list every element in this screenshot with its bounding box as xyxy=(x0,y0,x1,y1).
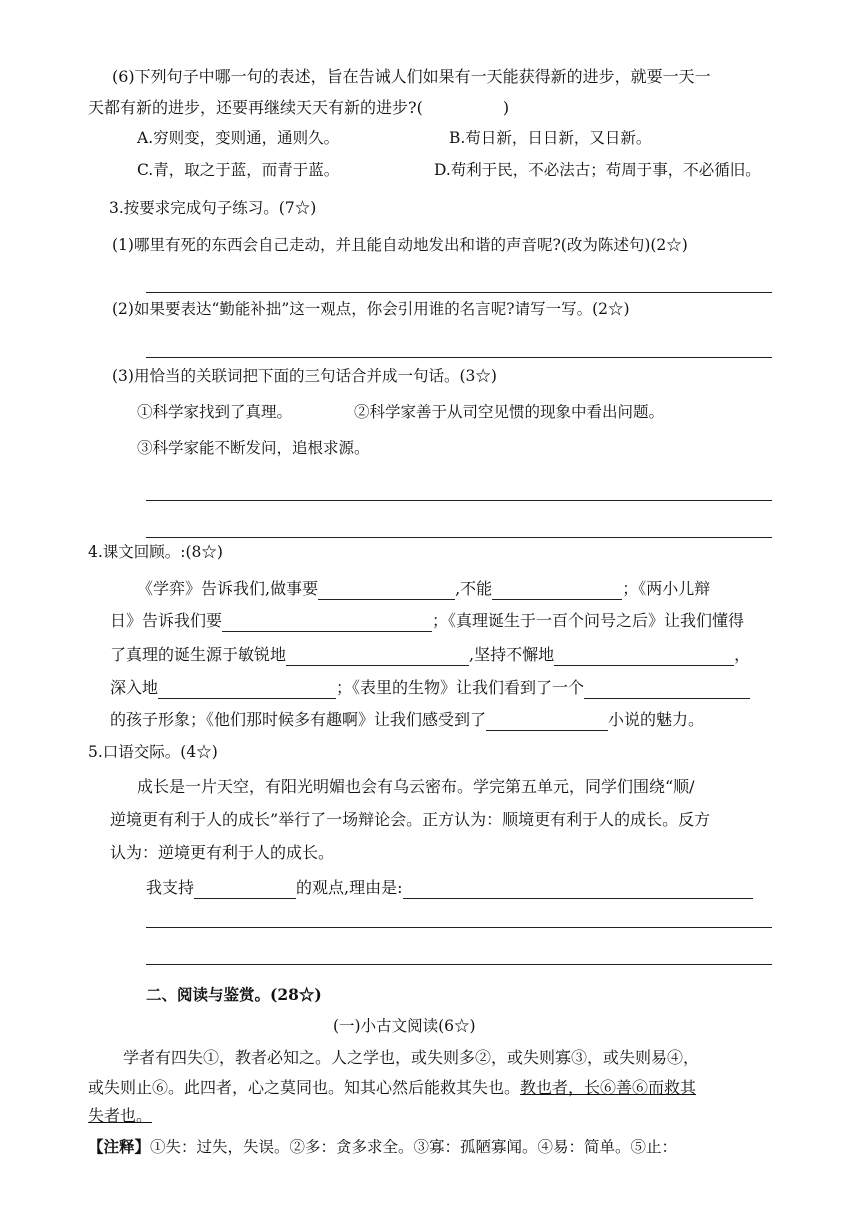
q6-option-c: C.青，取之于蓝，而青于蓝。 xyxy=(137,161,340,179)
q5-text: 我支持 xyxy=(146,878,195,897)
q4-text: ， xyxy=(734,645,751,664)
q4-text: ；《真理诞生于一百个问号之后》让我们懂得 xyxy=(432,611,745,630)
annotation-text: ①失：过失，失误。②多：贪多求全。③寡：孤陋寡闻。④易：简单。⑤止： xyxy=(150,1138,678,1156)
q3-title: 3.按要求完成句子练习。(7☆) xyxy=(109,199,317,217)
q4-blank[interactable] xyxy=(486,710,608,731)
q4-text: ；《表里的生物》让我们看到了一个 xyxy=(336,678,585,697)
q3-item-2: ②科学家善于从司空见惯的现象中看出问题。 xyxy=(354,403,665,421)
q3-answer-line-1[interactable] xyxy=(146,292,772,293)
q4-text: 日》告诉我们要 xyxy=(110,611,223,630)
q4-row3 xyxy=(110,644,750,666)
q4-text: 《学弈》告诉我们,做事要 xyxy=(137,579,319,598)
q4-text: 了真理的诞生源于敏锐地 xyxy=(110,645,287,664)
q3-sub2: (2)如果要表达“勤能补拙”这一观点，你会引用谁的名言呢?请写一写。(2☆) xyxy=(112,300,630,318)
q3-answer-line-4[interactable] xyxy=(146,537,772,538)
classical-text-line2 xyxy=(88,1077,696,1099)
q4-blank[interactable] xyxy=(584,678,750,699)
q5-para-line3: 认为：逆境更有利于人的成长。 xyxy=(110,843,335,862)
q6-line2: 天都有新的进步，还要再继续天天有新的进步?( ) xyxy=(88,98,510,117)
q4-row2 xyxy=(110,610,744,632)
q4-text: 小说的魅力。 xyxy=(608,710,705,729)
q4-text: ；《两小儿辩 xyxy=(622,579,711,598)
section2-title: 二、阅读与鉴赏。(28☆) xyxy=(146,985,322,1004)
q6-option-b: B.苟日新，日日新，又日新。 xyxy=(449,129,652,147)
q3-sub1: (1)哪里有死的东西会自己走动，并且能自动地发出和谐的声音呢?(改为陈述句)(2☆) xyxy=(112,236,688,254)
q4-blank[interactable] xyxy=(222,611,432,632)
q3-sub3: (3)用恰当的关联词把下面的三句话合并成一句话。(3☆) xyxy=(112,367,497,385)
q4-blank[interactable] xyxy=(158,678,336,699)
q4-row4 xyxy=(110,677,750,699)
q5-reason-blank[interactable] xyxy=(403,878,753,899)
section2-subtitle: (一)小古文阅读(6☆) xyxy=(333,1017,476,1035)
classical-text-line3: 失者也。 xyxy=(88,1106,153,1125)
q4-blank[interactable] xyxy=(286,645,469,666)
q5-para-line1: 成长是一片天空，有阳光明媚也会有乌云密布。学完第五单元，同学们围绕“顺/ xyxy=(137,777,695,796)
q4-title: 4.课文回顾。:(8☆) xyxy=(88,543,223,561)
q6-option-a: A.穷则变，变则通，通则久。 xyxy=(137,129,340,147)
q4-blank[interactable] xyxy=(554,645,734,666)
classical-text-line1: 学者有四失①，教者必知之。人之学也，或失则多②，或失则寡③，或失则易④， xyxy=(123,1048,700,1067)
q4-text: 的孩子形象；《他们那时候多有趣啊》让我们感受到了 xyxy=(110,710,487,729)
q3-answer-line-3[interactable] xyxy=(146,500,772,501)
q4-blank[interactable] xyxy=(318,579,455,600)
q3-answer-line-2[interactable] xyxy=(146,357,772,358)
q5-para-line2: 逆境更有利于人的成长”举行了一场辩论会。正方认为：顺境更有利于人的成长。反方 xyxy=(110,810,711,829)
q4-blank[interactable] xyxy=(492,579,622,600)
classical-text: 或失则止⑥。此四者，心之莫同也。知其心然后能救其失也。 xyxy=(88,1078,521,1097)
q5-answer-line-2[interactable] xyxy=(146,927,772,928)
q4-text: 深入地 xyxy=(110,678,159,697)
q4-row5 xyxy=(110,709,704,731)
q3-item-3: ③科学家能不断发问，追根求源。 xyxy=(137,439,370,457)
q4-row1 xyxy=(137,578,710,600)
annotation-line xyxy=(88,1137,677,1157)
q6-option-d: D.苟利于民，不必法古；苟周于事，不必循旧。 xyxy=(434,161,761,179)
q5-text: 的观点,理由是: xyxy=(296,878,403,897)
q3-item-1: ①科学家找到了真理。 xyxy=(137,403,293,421)
q4-text: ,不能 xyxy=(455,579,493,598)
q5-side-blank[interactable] xyxy=(194,878,296,899)
q5-answer-line-3[interactable] xyxy=(146,964,772,965)
q4-text: ,坚持不懈地 xyxy=(469,645,555,664)
q5-title: 5.口语交际。(4☆) xyxy=(88,743,218,761)
q5-support-row xyxy=(146,877,753,899)
annotation-label: 【注释】 xyxy=(88,1137,151,1156)
classical-underlined: 教也者，长⑥善⑥而救其 xyxy=(520,1078,697,1097)
q6-line1: (6)下列句子中哪一句的表述，旨在告诫人们如果有一天能获得新的进步，就要一天一 xyxy=(112,67,711,86)
